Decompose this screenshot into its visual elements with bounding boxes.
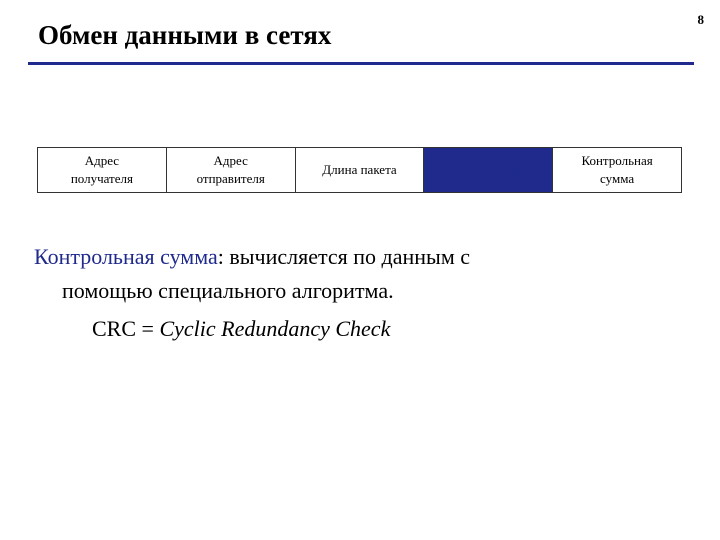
checksum-definition	[34, 240, 634, 308]
packet-field-recipient-address	[38, 148, 167, 192]
title-underline	[28, 62, 694, 65]
packet-field-label: Данные	[453, 157, 524, 182]
crc-expansion: Cyclic Redundancy Check	[159, 316, 391, 341]
crc-definition	[92, 316, 390, 342]
packet-field-label: Длина пакета	[322, 162, 397, 178]
packet-field-label: отправителя	[196, 171, 265, 186]
packet-field-sender-address	[167, 148, 296, 192]
definition-line-2: помощью специального алгоритма.	[62, 278, 394, 304]
packet-field-data	[424, 148, 553, 192]
packet-field-label: Адрес	[213, 153, 248, 169]
packet-structure	[37, 147, 682, 193]
checksum-term: Контрольная сумма	[34, 244, 218, 269]
packet-field-label: получателя	[70, 171, 133, 186]
definition-text: : вычисляется по данным с	[217, 244, 471, 269]
definition-line-1	[34, 240, 634, 274]
packet-field-checksum	[553, 148, 681, 192]
page-number: 8	[697, 12, 704, 27]
slide-title: Обмен данными в сетях	[38, 20, 332, 50]
packet-field-label: Контрольная	[581, 153, 653, 169]
packet-field-length	[296, 148, 425, 192]
crc-prefix: CRC =	[92, 316, 160, 341]
packet-field-label: Адрес	[84, 153, 120, 169]
packet-field-label: сумма	[600, 171, 635, 186]
